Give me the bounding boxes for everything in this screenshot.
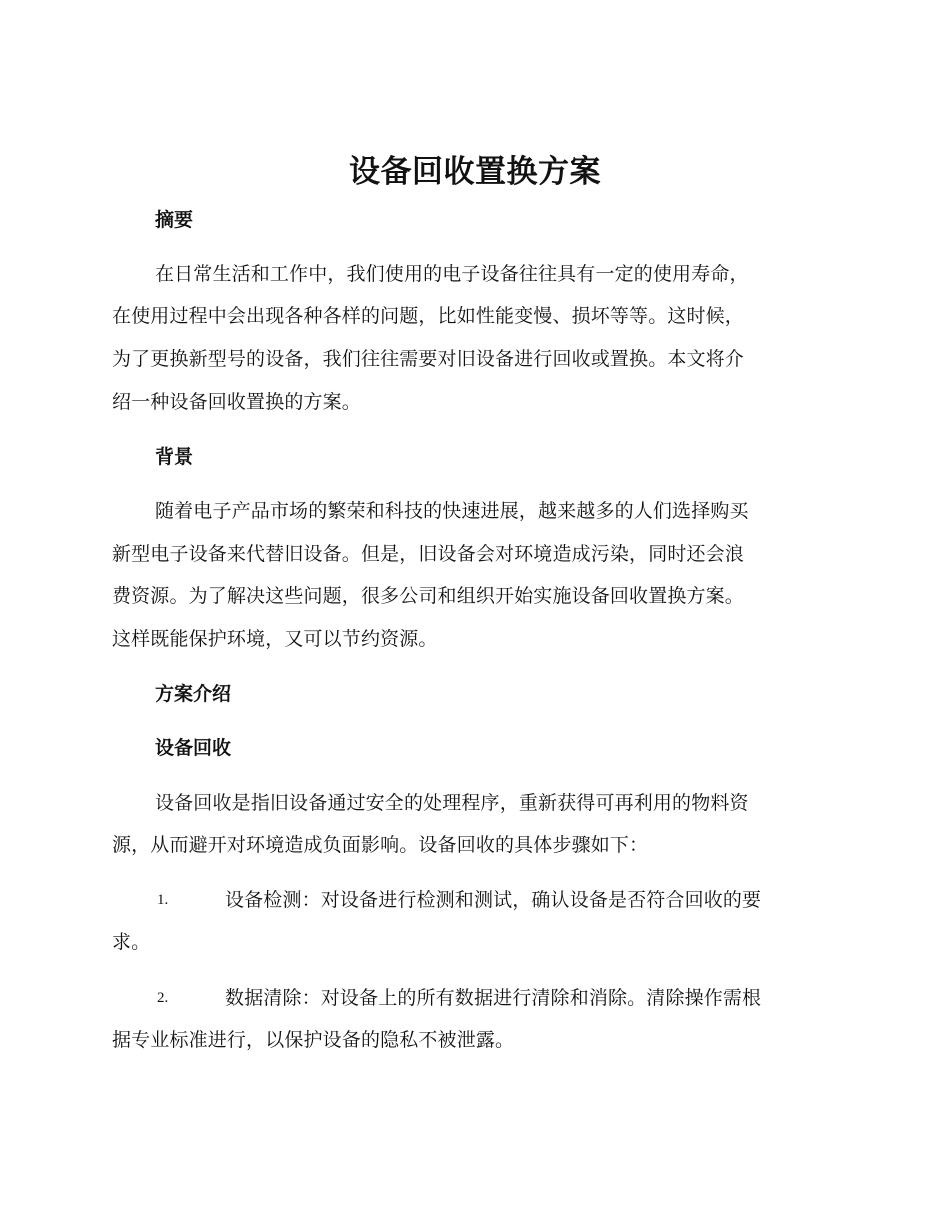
document-title: 设备回收置换方案: [349, 154, 601, 190]
list-item-text: 据专业标准进行，以保护设备的隐私不被泄露。: [112, 1029, 515, 1051]
list-item-text: 设备检测：对设备进行检测和测试，确认设备是否符合回收的要: [225, 889, 762, 911]
section-heading-recycling: 设备回收: [155, 737, 232, 759]
paragraph-line: 设备回收是指旧设备通过安全的处理程序，重新获得可再利用的物料资: [155, 792, 749, 814]
paragraph-line: 新型电子设备来代替旧设备。但是，旧设备会对环境造成污染，同时还会浪: [112, 543, 744, 565]
section-heading-background: 背景: [155, 446, 194, 468]
paragraph-line: 随着电子产品市场的繁荣和科技的快速进展，越来越多的人们选择购买: [155, 500, 749, 522]
list-item-text: 求。: [112, 931, 151, 953]
list-item-number: 2.: [157, 990, 169, 1006]
section-heading-abstract: 摘要: [155, 209, 194, 231]
paragraph-line: 在日常生活和工作中，我们使用的电子设备往往具有一定的使用寿命，: [155, 263, 749, 285]
paragraph-line: 在使用过程中会出现各种各样的问题，比如性能变慢、损坏等等。这时候，: [112, 305, 744, 327]
section-heading-plan: 方案介绍: [155, 683, 232, 705]
list-item-text: 数据清除：对设备上的所有数据进行清除和消除。清除操作需根: [225, 987, 762, 1009]
paragraph-line: 费资源。为了解决这些问题，很多公司和组织开始实施设备回收置换方案。: [112, 585, 744, 607]
paragraph-line: 绍一种设备回收置换的方案。: [112, 391, 361, 413]
paragraph-line: 这样既能保护环境，又可以节约资源。: [112, 628, 438, 650]
paragraph-line: 源，从而避开对环境造成负面影响。设备回收的具体步骤如下：: [112, 834, 649, 856]
list-item-number: 1.: [157, 892, 169, 908]
paragraph-line: 为了更换新型号的设备，我们往往需要对旧设备进行回收或置换。本文将介: [112, 348, 744, 370]
